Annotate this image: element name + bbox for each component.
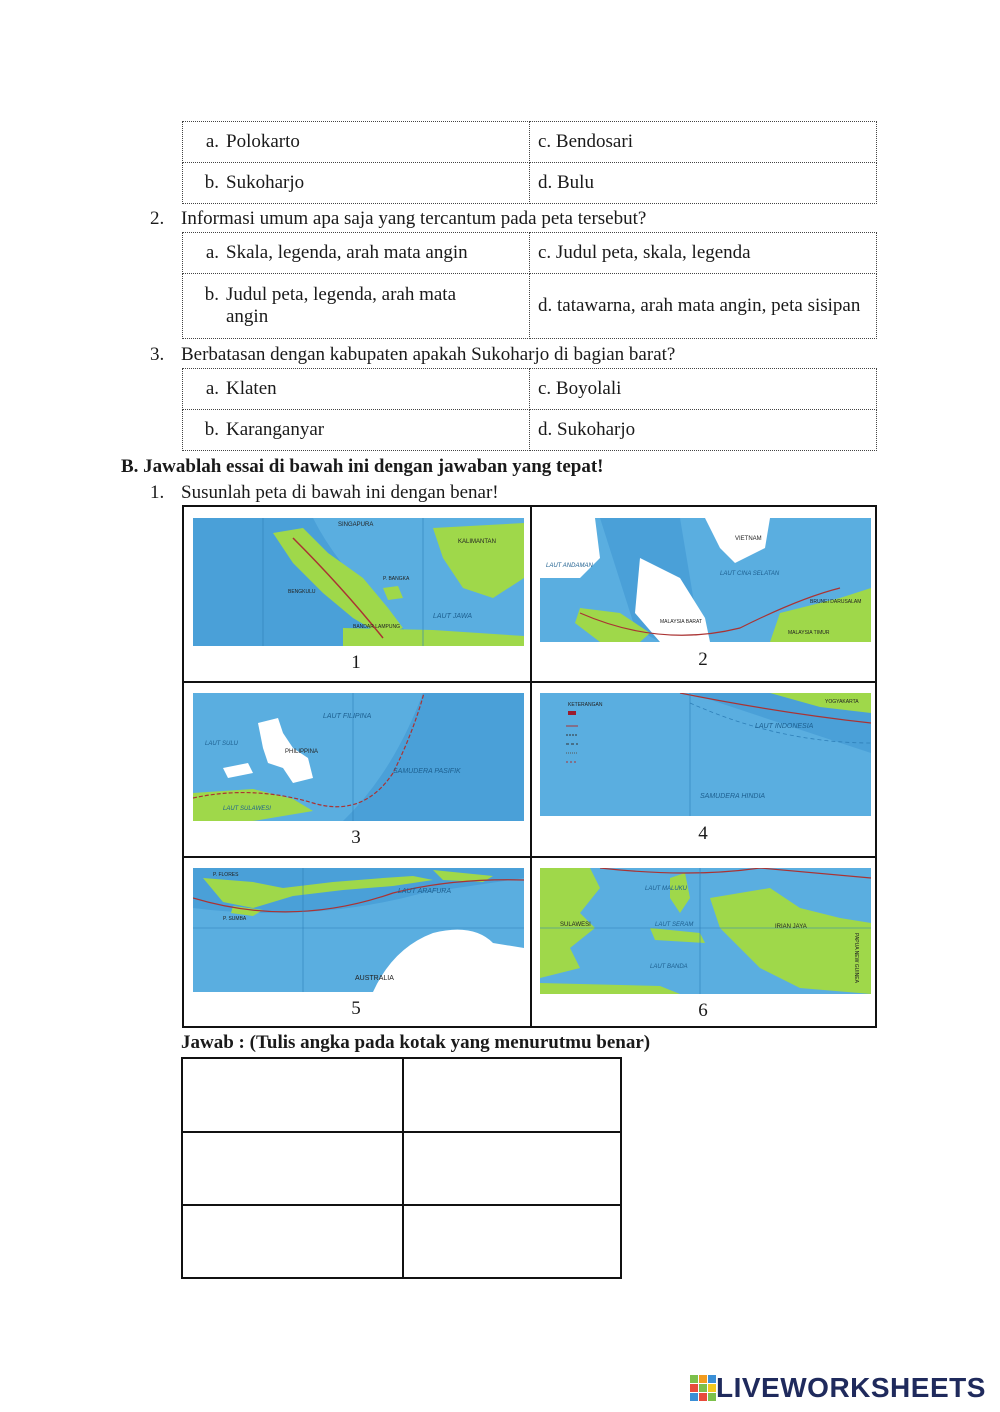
map-text: IRIAN JAYA (775, 924, 807, 930)
answer-box-4[interactable] (404, 1133, 620, 1204)
b-q1-number: 1. (150, 482, 165, 503)
map-text: BRUNEI DARUSALAM (810, 599, 862, 605)
answer-box-5[interactable] (183, 1206, 402, 1277)
grid-divider (184, 856, 875, 858)
map-text: LAUT JAWA (433, 613, 473, 620)
map-text: SAMUDERA PASIFIK (393, 768, 461, 775)
map-text: SINGAPURA (338, 522, 374, 528)
map-piece-3[interactable] (193, 693, 524, 821)
map-text: MALAYSIA TIMUR (788, 630, 830, 636)
map-text: P. FLORES (213, 872, 239, 878)
answer-box-3[interactable] (183, 1133, 402, 1204)
q2-option-c[interactable]: c. Judul peta, skala, legenda (530, 233, 877, 274)
map-text: LAUT INDONESIA (755, 723, 814, 730)
answer-box-6[interactable] (404, 1206, 620, 1277)
q1-option-d[interactable]: d. Bulu (530, 163, 877, 204)
map-text: P. BANGKA (383, 576, 410, 582)
map-grid (182, 505, 877, 1028)
b-q1-text: Susunlah peta di bawah ini dengan benar! (181, 482, 499, 503)
logo-icon (690, 1375, 716, 1401)
answer-grid (181, 1057, 622, 1279)
map-text: BANDAR LAMPUNG (353, 624, 400, 630)
map-text: BENGKULU (288, 589, 316, 595)
map-text: LAUT FILIPINA (323, 713, 372, 720)
q3-option-c[interactable]: c. Boyolali (530, 369, 877, 410)
map-text: LAUT SERAM (655, 922, 694, 928)
map-label-4: 4 (698, 823, 708, 844)
map-text: SAMUDERA HINDIA (700, 793, 766, 800)
q1-option-c[interactable]: c. Bendosari (530, 122, 877, 163)
map-text: YOGYAKARTA (825, 699, 859, 705)
q2-text: Informasi umum apa saja yang tercantum pada peta tersebut? (181, 208, 647, 229)
map-label-3: 3 (351, 827, 361, 848)
map-text: LAUT SULU (205, 741, 239, 747)
map-text: VIETNAM (735, 536, 762, 542)
logo-text: LIVEWORKSHEETS (716, 1372, 986, 1403)
q2-number: 2. (150, 208, 165, 229)
grid-divider (184, 681, 875, 683)
map-text: LAUT BANDA (650, 964, 688, 970)
map-label-2: 2 (698, 649, 708, 670)
q3-option-b[interactable]: b. Karanganyar (183, 410, 530, 451)
map-label-5: 5 (351, 998, 361, 1019)
map-piece-5[interactable] (193, 868, 524, 992)
map-text: LAUT CINA SELATAN (720, 571, 780, 577)
map-piece-1[interactable] (193, 518, 524, 646)
map-piece-6[interactable] (540, 868, 871, 994)
map-text: AUSTRALIA (355, 975, 394, 982)
q3-number: 3. (150, 344, 165, 365)
map-label-6: 6 (698, 1000, 708, 1021)
map-text: KALIMANTAN (458, 539, 496, 545)
q2-option-a[interactable]: a. Skala, legenda, arah mata angin (183, 233, 530, 274)
map-piece-2[interactable] (540, 518, 871, 642)
q2-option-d[interactable]: d. tatawarna, arah mata angin, peta sisipan (530, 274, 877, 339)
map-text: LAUT ANDAMAN (546, 563, 593, 569)
map-text: MALAYSIA BARAT (660, 619, 703, 625)
grid-divider (530, 507, 532, 1026)
map-label-1: 1 (351, 652, 361, 673)
map-piece-4[interactable] (540, 693, 871, 816)
section-b-heading: B. Jawablah essai di bawah ini dengan jawaban yang tepat! (121, 456, 604, 477)
q1-option-a[interactable]: a. Polokarto (183, 122, 530, 163)
q3-option-a[interactable]: a. Klaten (183, 369, 530, 410)
q3-options-table (182, 368, 877, 451)
q3-text: Berbatasan dengan kabupaten apakah Sukoharjo di bagian barat? (181, 344, 676, 365)
q3-option-d[interactable]: d. Sukoharjo (530, 410, 877, 451)
map-text: LAUT MALUKU (645, 886, 688, 892)
map-text: KETERANGAN (568, 702, 603, 708)
map-text: LAUT SULAWESI (223, 806, 271, 812)
map-text: SULAWESI (560, 922, 591, 928)
q2-options-table (182, 232, 877, 339)
liveworksheets-logo (690, 1372, 986, 1404)
answer-box-1[interactable] (183, 1059, 402, 1131)
map-text: LAUT ARAFURA (398, 888, 452, 895)
q1-options-table (182, 121, 877, 204)
q1-option-b[interactable]: b. Sukoharjo (183, 163, 530, 204)
map-text: PAPUA NEW GUINEA (853, 933, 859, 983)
answer-instruction: Jawab : (Tulis angka pada kotak yang menurutmu benar) (181, 1032, 651, 1053)
answer-box-2[interactable] (404, 1059, 620, 1131)
map-text: PHILIPPINA (285, 749, 319, 755)
map-text: P. SUMBA (223, 916, 247, 922)
q2-option-b[interactable]: b. Judul peta, legenda, arah mata angin (183, 274, 530, 339)
